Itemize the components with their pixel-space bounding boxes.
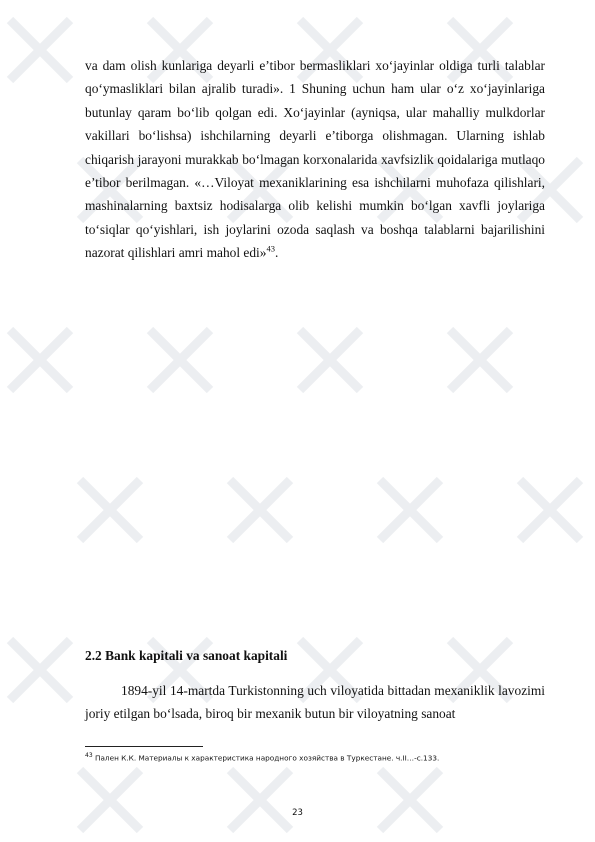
footnote	[85, 751, 545, 763]
body-paragraph	[85, 54, 545, 265]
footnote-text: Пален К.К. Материалы к характеристика народного хозяйства в Туркестане. ч.II…-с.133.	[92, 753, 440, 763]
page-number: 23	[292, 808, 303, 818]
paragraph-end: .	[274, 245, 279, 261]
footnote-number: 43	[85, 752, 93, 759]
footnote-divider	[85, 746, 203, 747]
section-heading: 2.2 Bank kapitali va sanoat kapitali	[85, 648, 288, 663]
paragraph-text: va dam olish kunlariga deyarli e’tibor bermasliklari xo‘jayinlar oldiga turli talablar qo‘ymasliklari bilan ajralib turadi». 1 Shuning uchun ham ular o‘z xo‘jayinlariga butunlay qaram bo‘lib qolgan edi. Xo‘jayinlar (ayniqsa, ular mahalliy mulkdorlar vakillari bo‘lishsa) ishchilarning deyarli e’tiborga olishmagan. Ularning ishlab chiqarish jarayoni murakkab bo‘lmagan korxonalarida xavfsizlik qoidalariga mutlaqo e’tibor berilmagan. «…Viloyat mexaniklarining esa ishchilarni muhofaza qilishlari, mashinalarning baxtsiz hodisalarga olib kelishi mumkin bo‘lgan xavfli joylariga to‘siqlar qo‘yishlari, ish joylarini ozoda saqlash va boshqa talablarni bajarilishini nazorat qilishlari amri mahol edi»	[85, 58, 545, 261]
body-paragraph-2: 1894-yil 14-martda Turkistonning uch viloyatida bittadan mexaniklik lavozimi joriy etilgan bo‘lsada, biroq bir mexanik butun bir viloyatning sanoat	[85, 683, 545, 722]
footnote-reference: 43	[266, 243, 275, 254]
